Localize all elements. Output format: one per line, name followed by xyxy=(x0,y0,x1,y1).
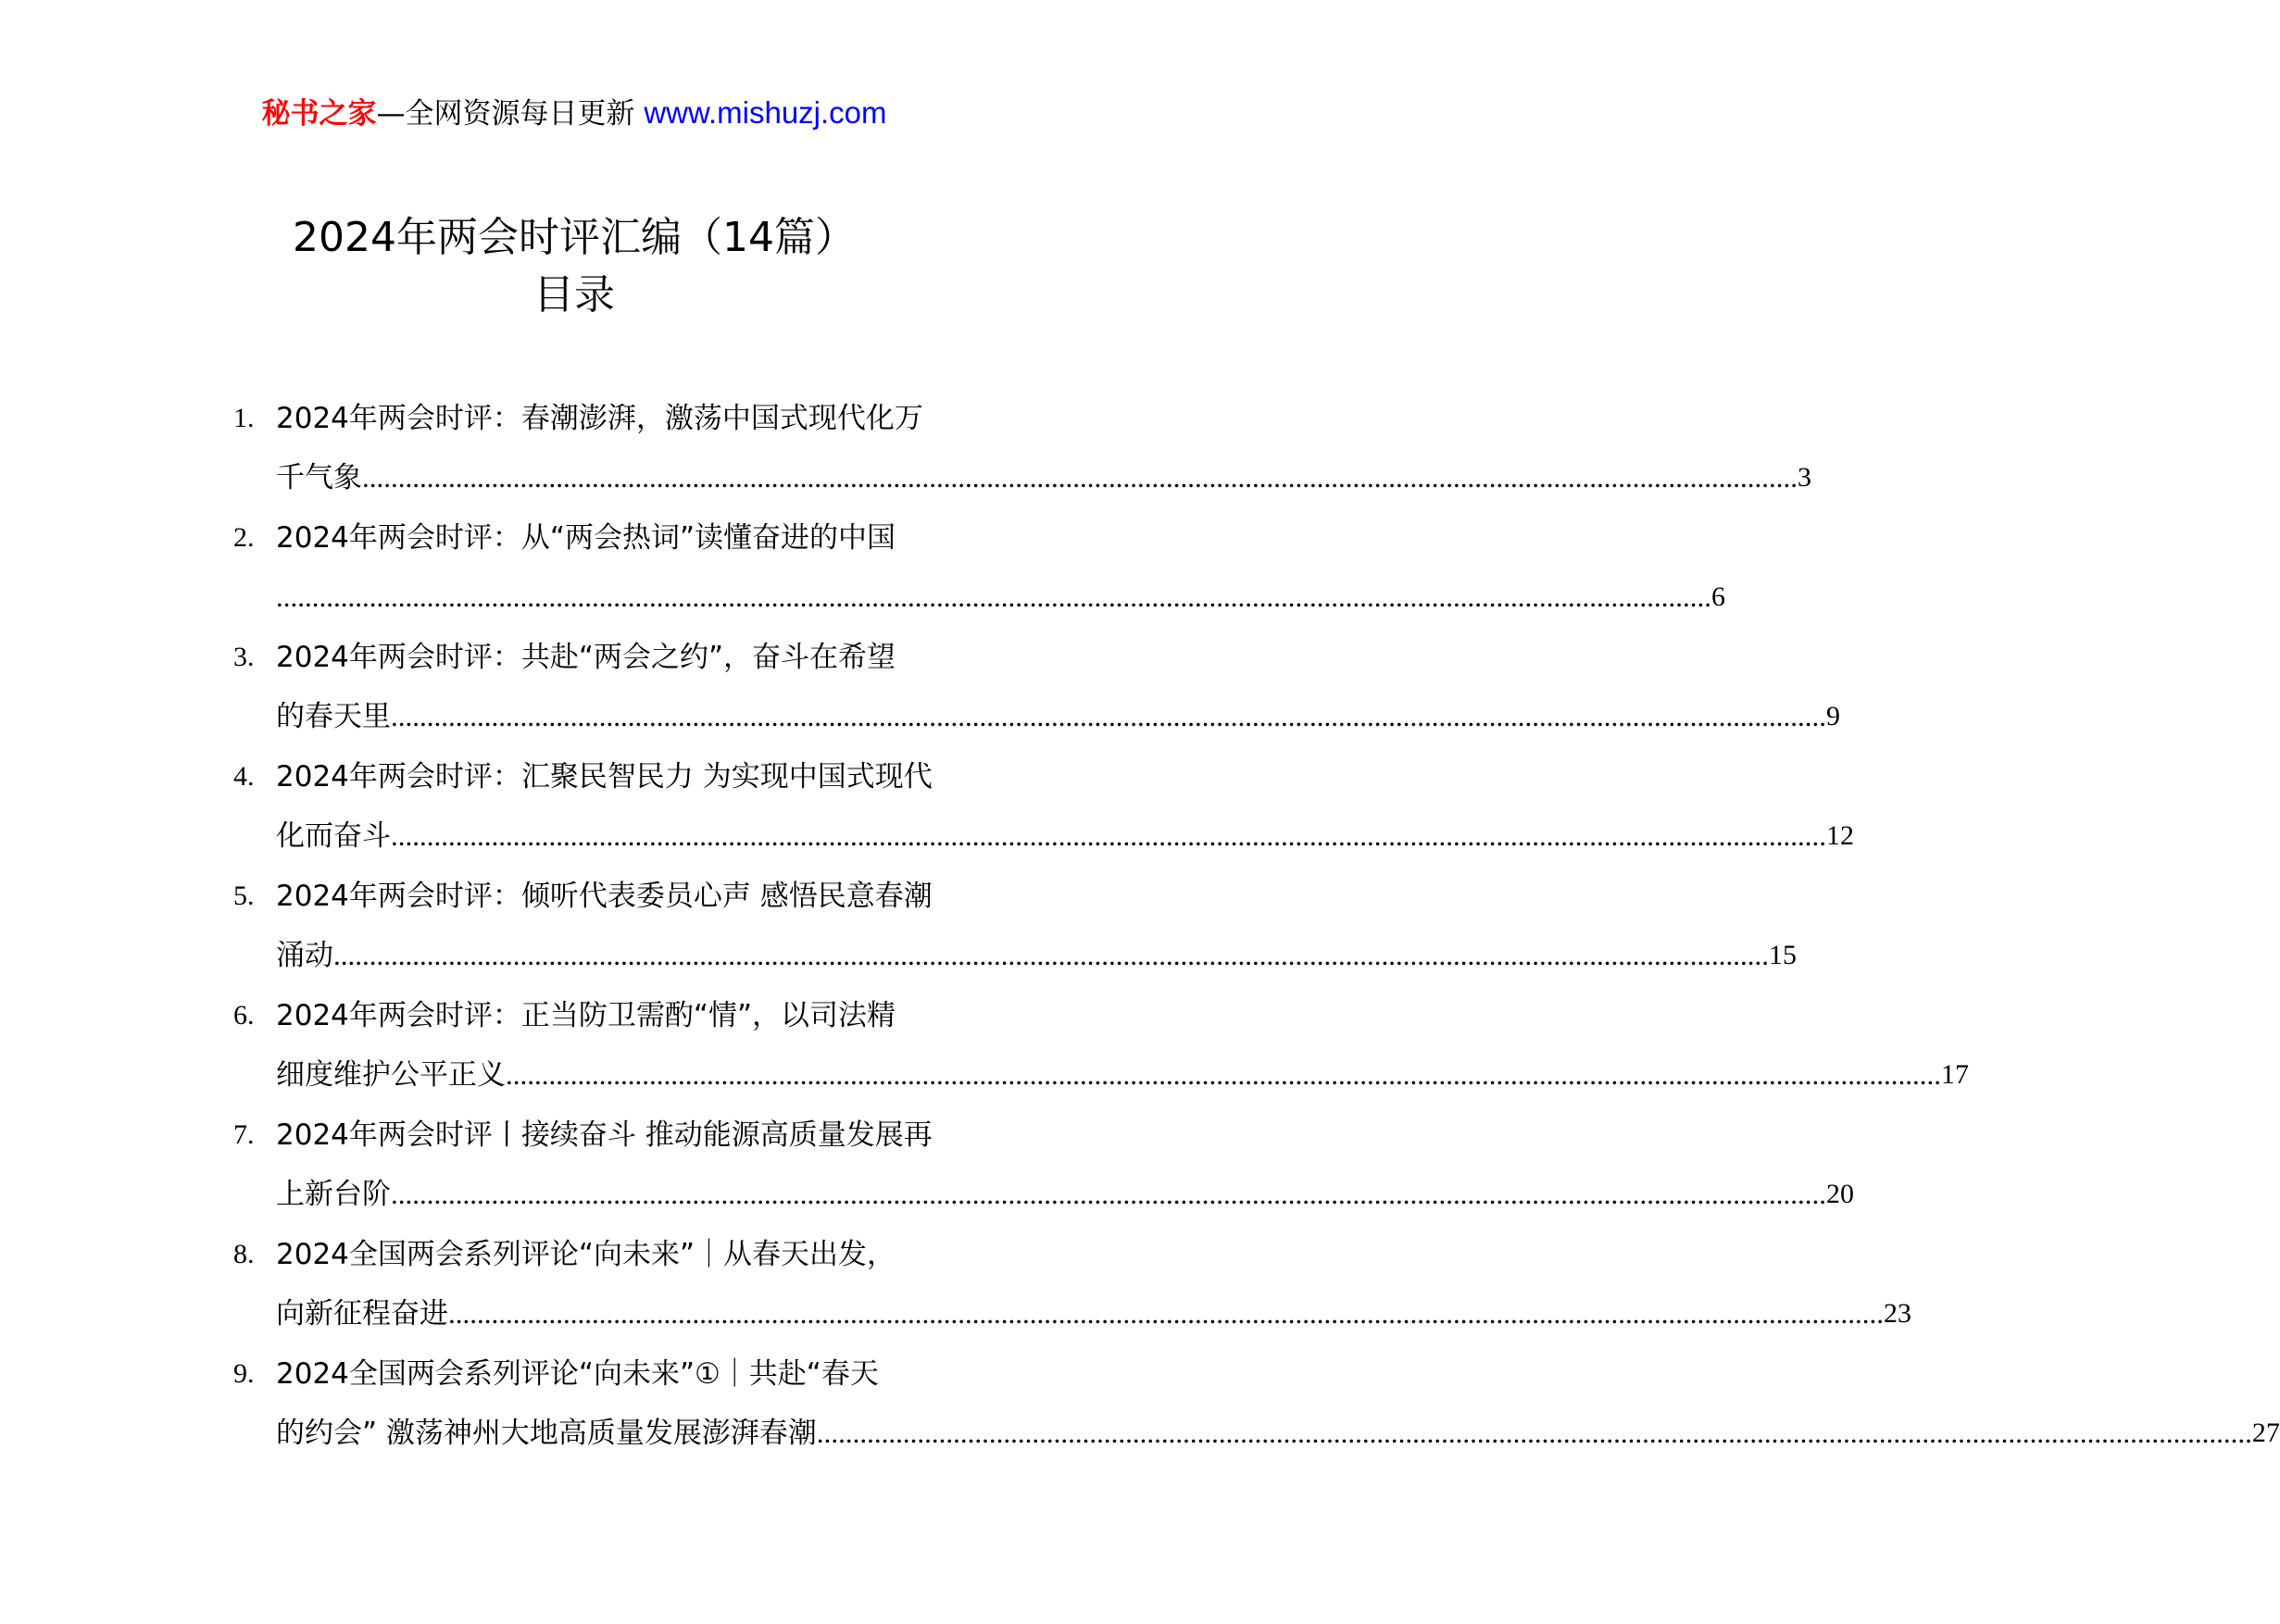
dot-leader: ........................................................................................................................................................................................................ xyxy=(276,581,1711,613)
toc-entry-number: 1. xyxy=(233,403,255,433)
dot-leader: ........................................................................................................................................................................................................ xyxy=(816,1417,2252,1449)
toc-page-number: 20 xyxy=(1826,1179,1854,1209)
toc-entry[interactable] xyxy=(0,1106,1854,1225)
toc-entry-title: 2024全国两会系列评论“向未来”｜从春天出发， xyxy=(276,1238,896,1271)
toc-entry-title-cont: 的春天里 xyxy=(276,700,391,733)
toc-page-number: 27 xyxy=(2251,1418,2280,1448)
brand-name: 秘书之家 xyxy=(261,97,377,131)
toc-entry-number: 9. xyxy=(233,1358,255,1389)
toc-page-number: 17 xyxy=(1941,1059,1969,1090)
toc-entry[interactable] xyxy=(0,1344,2280,1464)
toc-entry-title: 2024年两会时评：从“两会热词”读懂奋进的中国 xyxy=(276,521,896,555)
toc-entry[interactable] xyxy=(0,747,1854,867)
toc-entry-title: 2024全国两会系列评论“向未来”①｜共赴“春天 xyxy=(276,1357,879,1391)
toc-entry-title-cont: 化而奋斗 xyxy=(276,819,391,853)
toc-entry-number: 3. xyxy=(233,642,255,672)
toc-page-number: 23 xyxy=(1884,1298,1911,1329)
toc-entry-number: 5. xyxy=(233,881,255,911)
toc-entry-number: 8. xyxy=(233,1239,255,1269)
toc-entry[interactable] xyxy=(0,986,1969,1106)
toc-entry-title: 2024年两会时评：倾听代表委员心声 感悟民意春潮 xyxy=(276,880,933,913)
toc-entry-continuation xyxy=(276,926,1797,985)
toc-entry-title: 2024年两会时评：共赴“两会之约”，奋斗在希望 xyxy=(276,641,896,674)
toc-entry-continuation xyxy=(276,687,1840,746)
toc-heading: 目录 xyxy=(533,271,615,319)
toc-entry-continuation xyxy=(276,568,1725,627)
toc-entry-continuation xyxy=(276,1284,1911,1343)
dot-leader: ........................................................................................................................................................................................................ xyxy=(448,1297,1884,1330)
toc-page-number: 15 xyxy=(1769,940,1797,970)
dot-leader: ........................................................................................................................................................................................................ xyxy=(391,1178,1826,1210)
toc-page-number: 6 xyxy=(1711,581,1725,612)
toc-page-number: 12 xyxy=(1826,820,1854,851)
toc-entry-continuation xyxy=(276,806,1854,866)
site-banner xyxy=(0,93,1148,134)
toc-page-number: 9 xyxy=(1826,701,1840,731)
toc-page-number: 3 xyxy=(1798,462,1811,493)
toc-entry-title: 2024年两会时评：正当防卫需酌“情”，以司法精 xyxy=(276,999,896,1032)
document-title: 2024年两会时评汇编（14篇） xyxy=(293,214,856,261)
toc-entry-number: 6. xyxy=(233,1000,255,1031)
toc-entry-title: 2024年两会时评：汇聚民智民力 为实现中国式现代 xyxy=(276,760,933,793)
dot-leader: ........................................................................................................................................................................................................ xyxy=(362,461,1798,493)
toc-entry-title-cont: 的约会” 激荡神州大地高质量发展澎湃春潮 xyxy=(276,1417,817,1450)
dot-leader: ........................................................................................................................................................................................................ xyxy=(391,700,1826,732)
dot-leader: ........................................................................................................................................................................................................ xyxy=(506,1058,1941,1091)
banner-slogan: —全网资源每日更新 xyxy=(376,97,635,131)
toc-entry-number: 2. xyxy=(233,522,255,553)
toc-entry-continuation xyxy=(276,1045,1969,1105)
toc-entry-title: 2024年两会时评丨接续奋斗 推动能源高质量发展再 xyxy=(276,1118,933,1152)
toc-entry-continuation xyxy=(276,1165,1854,1224)
toc-entry-continuation xyxy=(276,448,1811,507)
toc-entry-title-cont: 细度维护公平正义 xyxy=(276,1058,506,1092)
toc-entry[interactable] xyxy=(0,867,1797,986)
toc-entry-number: 4. xyxy=(233,761,255,792)
toc-entry[interactable] xyxy=(0,508,1725,628)
dot-leader: ........................................................................................................................................................................................................ xyxy=(391,819,1826,852)
dot-leader: ........................................................................................................................................................................................................ xyxy=(333,939,1769,971)
table-of-contents xyxy=(0,389,2280,1464)
toc-entry-title-cont: 上新台阶 xyxy=(276,1178,391,1211)
toc-entry-title-cont: 涌动 xyxy=(276,939,333,972)
toc-entry[interactable] xyxy=(0,1225,1911,1344)
toc-entry-title-cont: 千气象 xyxy=(276,461,362,494)
toc-entry-title-cont: 向新征程奋进 xyxy=(276,1297,448,1330)
toc-entry[interactable] xyxy=(0,628,1840,747)
site-url-link[interactable]: www.mishuzj.com xyxy=(644,95,887,130)
toc-entry-number: 7. xyxy=(233,1119,255,1150)
toc-entry-continuation xyxy=(276,1404,2280,1463)
toc-entry-title: 2024年两会时评：春潮澎湃，激荡中国式现代化万 xyxy=(276,402,923,435)
toc-entry[interactable] xyxy=(0,389,1811,508)
